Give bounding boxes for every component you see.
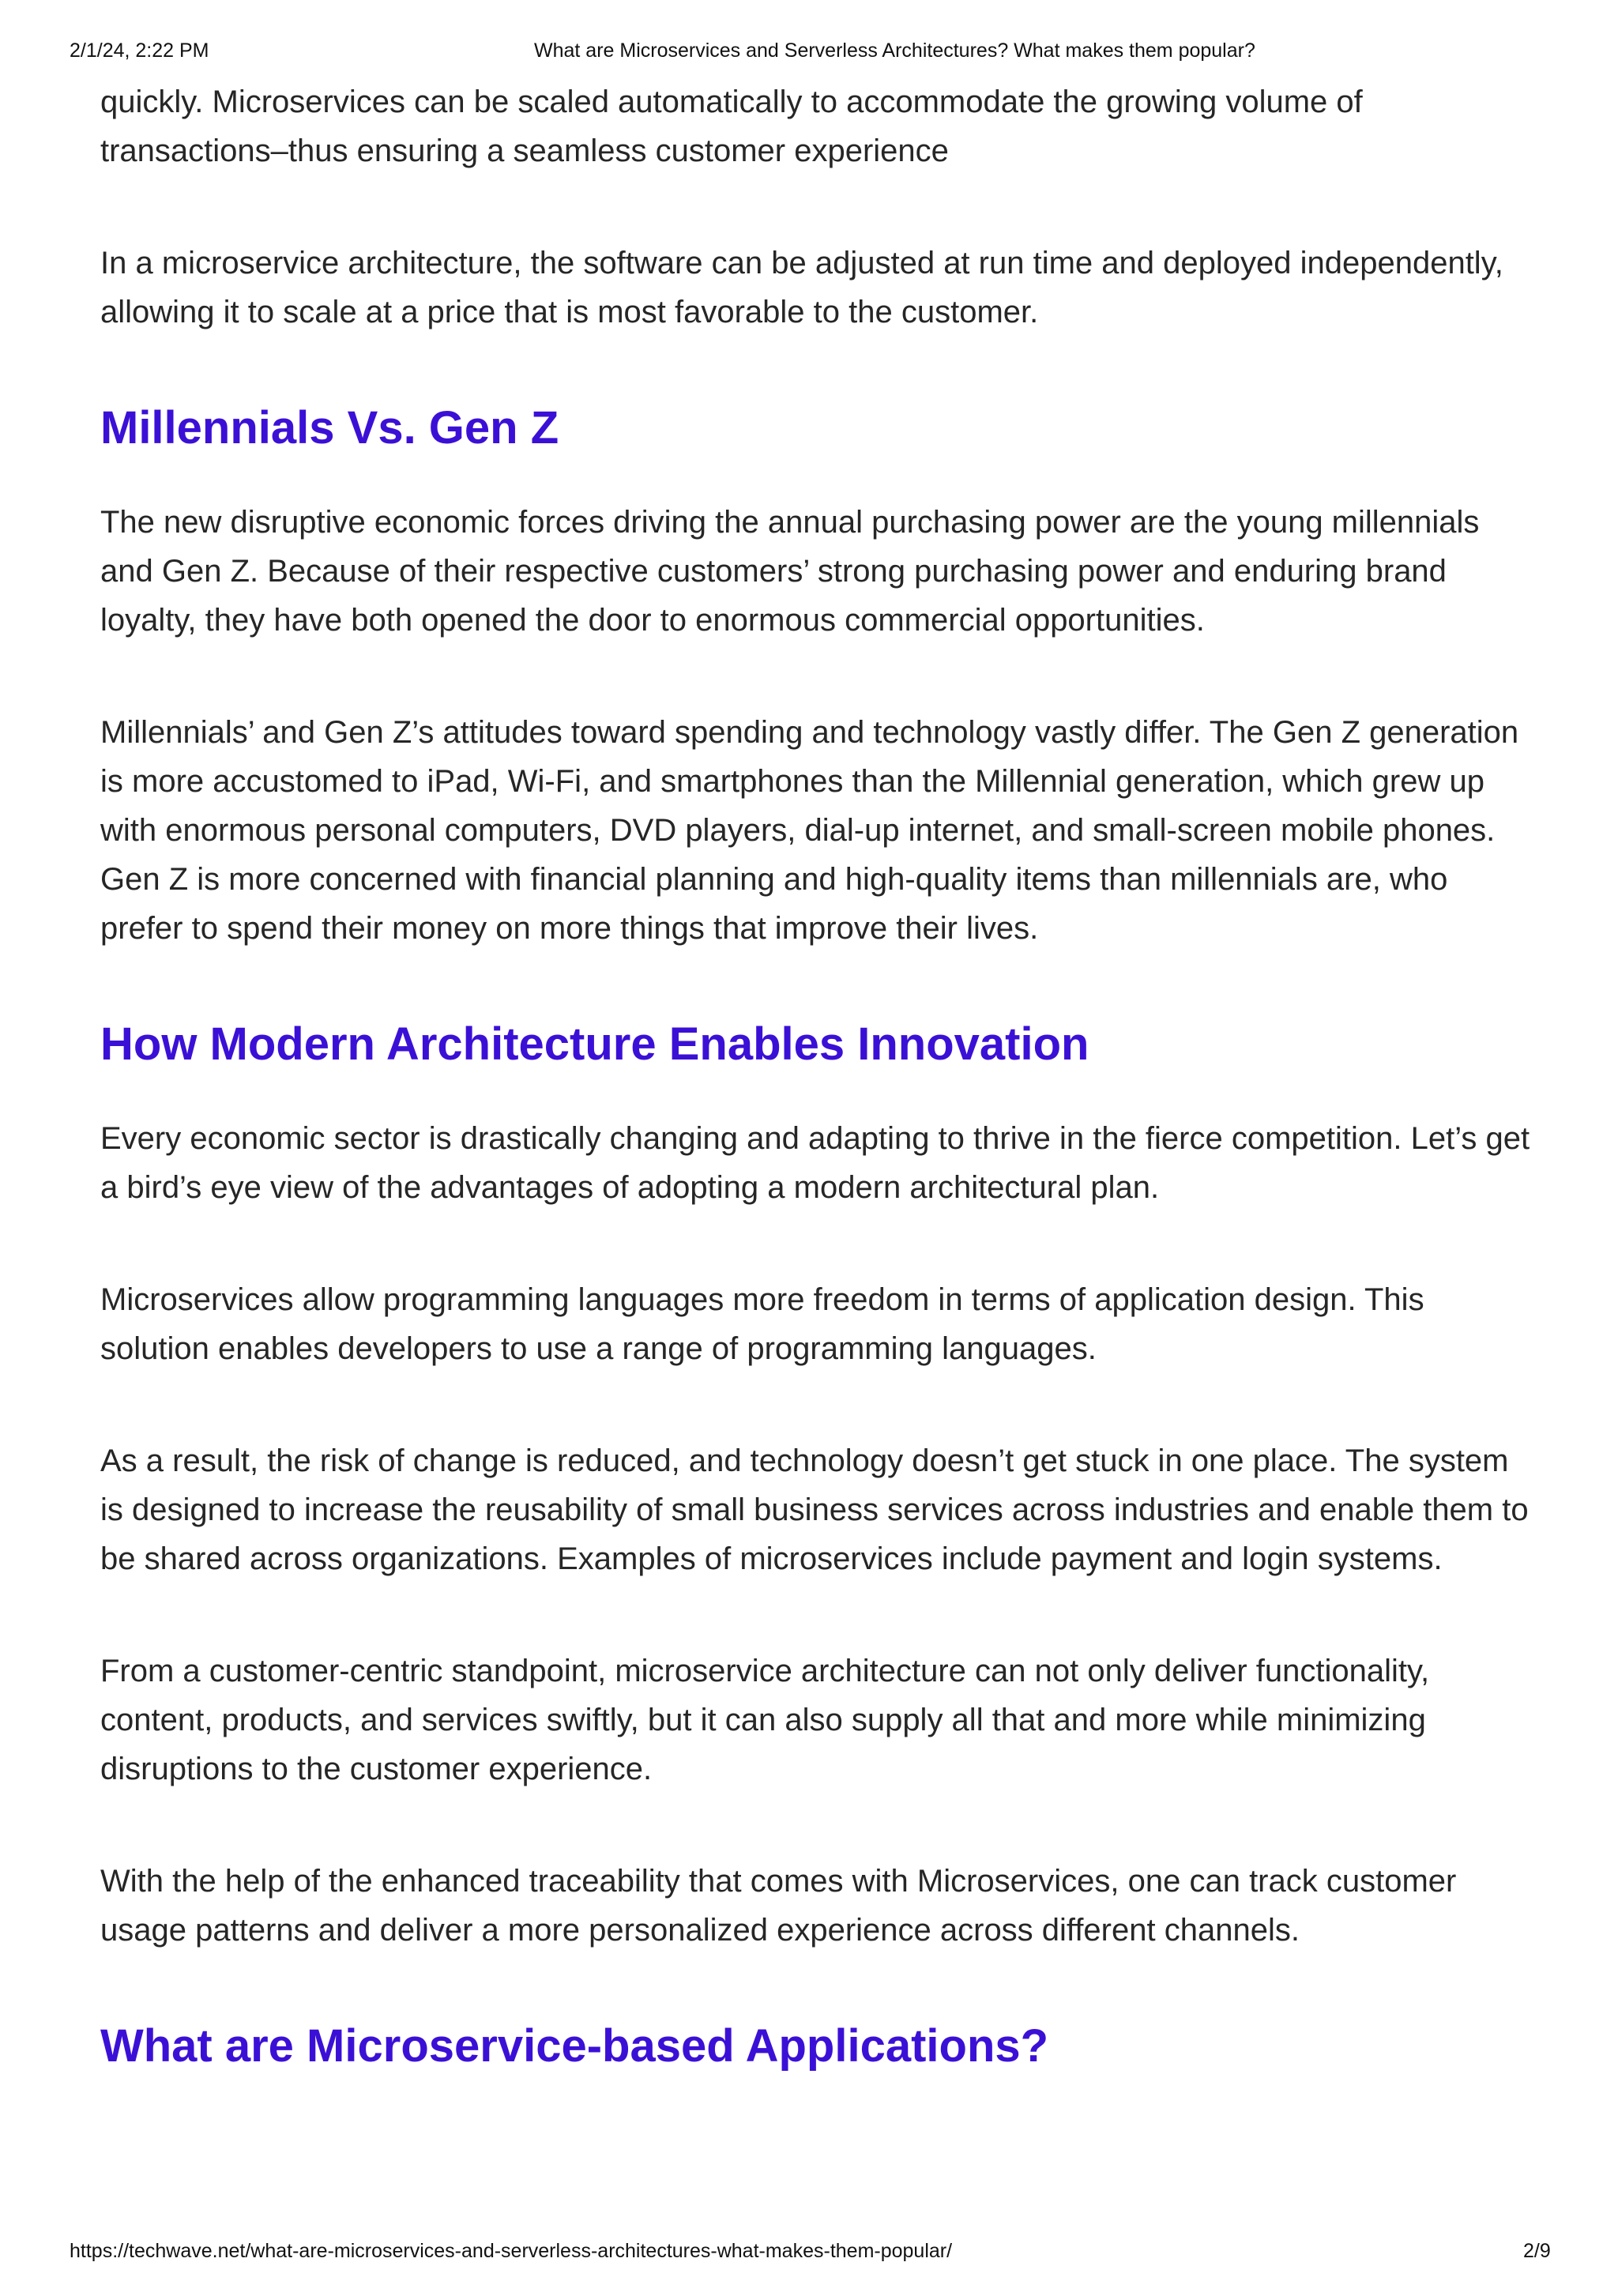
intro-paragraph-2: In a microservice architecture, the software can be adjusted at run time and deployed independently, allowing it to scale at a price that is most favorable to the customer. xyxy=(100,246,1503,329)
section-heading-microservice-applications: What are Microservice-based Applications? xyxy=(100,2020,1049,2072)
print-page-number: 2/9 xyxy=(1523,2240,1551,2262)
print-date: 2/1/24, 2:22 PM xyxy=(70,40,209,62)
print-url: https://techwave.net/what-are-microservices-and-serverless-architectures-what-makes-them-popular/ xyxy=(70,2240,953,2262)
section-2-paragraph-1: Every economic sector is drastically changing and adapting to thrive in the fierce competition. Let’s get a bird’s eye view of the advantages of adopting a modern architectural plan. xyxy=(100,1121,1530,1205)
intro-paragraph-1: quickly. Microservices can be scaled automatically to accommodate the growing volume of transactions–thus ensuring a seamless customer experience xyxy=(100,85,1363,168)
section-2-paragraph-4: From a customer-centric standpoint, microservice architecture can not only deliver functionality, content, products, and services swiftly, but it can also supply all that and more while minimizing disruptions to the customer experience. xyxy=(100,1654,1430,1786)
article-body xyxy=(100,77,1538,2116)
section-1-paragraph-2: Millennials’ and Gen Z’s attitudes toward spending and technology vastly differ. The Gen Z generation is more accustomed to iPad, Wi-Fi, and smartphones than the Millennial generation, which grew up with enormous personal computers, DVD players, dial-up internet, and small-screen mobile phones. Gen Z is more concerned with financial planning and high-quality items than millennials are, who prefer to spend their money on more things that improve their lives. xyxy=(100,715,1519,946)
section-2-paragraph-5: With the help of the enhanced traceability that comes with Microservices, one can track customer usage patterns and deliver a more personalized experience across different channels. xyxy=(100,1864,1457,1948)
print-page-title: What are Microservices and Serverless Architectures? What makes them popular? xyxy=(534,40,1255,62)
section-2-paragraph-3: As a result, the risk of change is reduced, and technology doesn’t get stuck in one place. The system is designed to increase the reusability of small business services across industries and enable them to be shared across organizations. Examples of microservices include payment and login systems. xyxy=(100,1443,1529,1576)
section-1-paragraph-1: The new disruptive economic forces driving the annual purchasing power are the young millennials and Gen Z. Because of their respective customers’ strong purchasing power and enduring brand loyalty, they have both opened the door to enormous commercial opportunities. xyxy=(100,505,1480,638)
section-heading-modern-architecture: How Modern Architecture Enables Innovation xyxy=(100,1018,1089,1070)
print-header xyxy=(0,40,1618,68)
print-footer xyxy=(0,2240,1618,2296)
section-heading-millennials-vs-genz: Millennials Vs. Gen Z xyxy=(100,402,559,454)
section-2-paragraph-2: Microservices allow programming languages more freedom in terms of application design. This solution enables developers to use a range of programming languages. xyxy=(100,1282,1424,1366)
